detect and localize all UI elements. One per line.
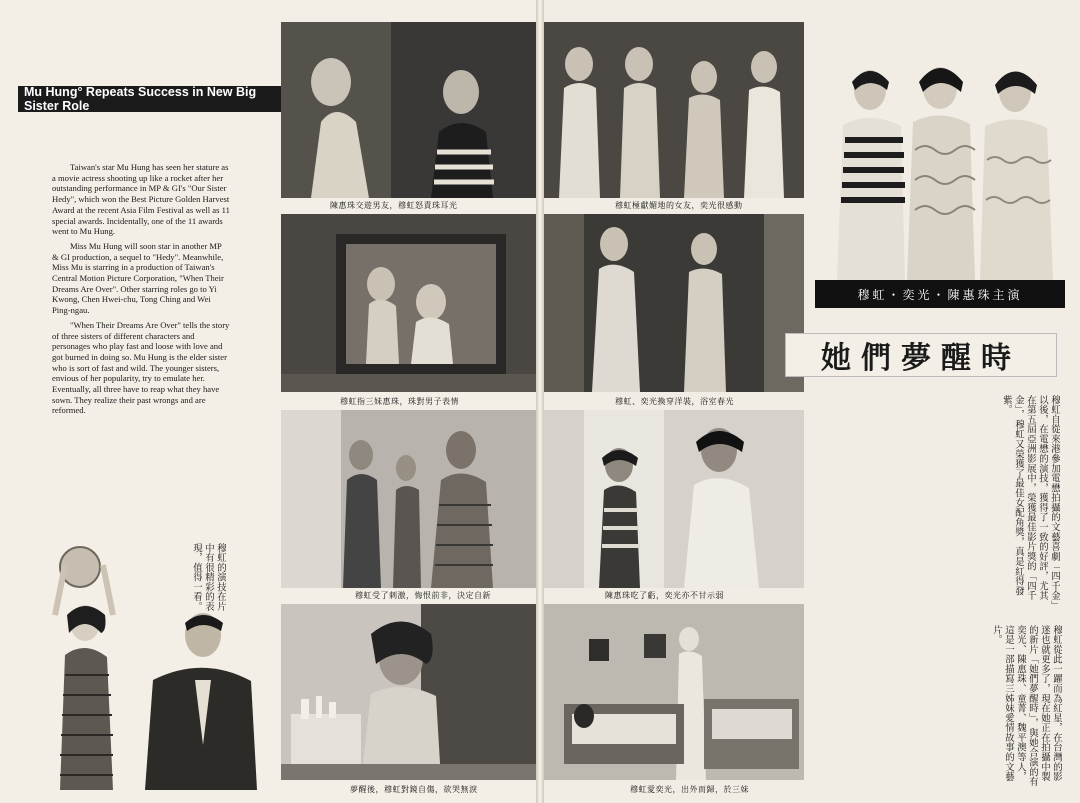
photo-still-1	[281, 22, 536, 198]
article-paragraph-2: Miss Mu Hung will soon star in another MP & GI production, a sequel to "Hedy". Meanwhile, Miss Mu is starring in a production of Taiwan's Central Motion Picture Corporation, "When Their Dreams Are Over". Other starring roles go to Yi Kwong, Chen Hwei-chu, Tong Ching and Wei Ping-ngau.	[52, 240, 224, 316]
photo-still-6	[544, 410, 804, 588]
photo-three-stars	[815, 30, 1067, 280]
photo-still-2	[544, 22, 804, 198]
article-paragraph-3: "When Their Dreams Are Over" tells the story of three sisters of different characters and personages who play fast and loose with love and got burned in doing so. Mu Hung is the elder sister who is sort of fast and wild. The younger sisters, envious of her popularity, try to emulate her. Eventually, all three have to reap what they have sown. They realize their past wrongs and are reformed.	[52, 319, 230, 416]
vertical-text-h: 穆虹的演技在片中有很精彩的表現，值得一看。	[191, 543, 226, 612]
caption-7: 夢醒後，穆虹對鏡自傷，欲哭無淚	[350, 785, 478, 794]
chinese-title: 她們夢醒時	[785, 333, 1057, 377]
page-gutter	[536, 0, 544, 803]
caption-5: 穆虹受了刺激，悔恨前非，決定自新	[355, 591, 491, 600]
cast-banner: 穆虹・奕光・陳惠珠主演	[815, 280, 1065, 308]
photo-still-5	[281, 410, 536, 588]
caption-1: 陳惠珠交遊男友，穆虹怒責珠耳光	[330, 201, 458, 210]
caption-2: 穆虹極獻媚地的女友，奕光很感動	[615, 201, 743, 210]
photo-still-7	[281, 604, 536, 780]
photo-still-3	[281, 214, 536, 392]
article-headline: Mu Hung° Repeats Success in New Big Sister Role	[18, 86, 290, 112]
caption-8: 穆虹愛奕光，出外而歸，於三妹	[630, 785, 749, 794]
photo-still-8	[544, 604, 804, 780]
vertical-text-a: 穆虹自從來港參加電懋拍攝的文藝喜劇「四千金」以後，在電懋的演技，獲得了一致的好評，尤其在第五屆亞洲影展中，榮獲最佳影片獎的「四千金」，穆虹又榮獲了最佳女配角獎，真是紅得發紫。	[1001, 395, 1060, 606]
caption-4: 穆虹、奕光換穿洋裝，浴室春光	[615, 397, 734, 406]
photo-still-4	[544, 214, 804, 392]
article-body	[52, 162, 230, 420]
caption-6: 陳惠珠吃了虧，奕光亦不甘示弱	[605, 591, 724, 600]
article-paragraph-1: Taiwan's star Mu Hung has seen her stature as a movie actress shooting up like a rocket after her outstanding performance in MP & GI's "Our Sister Hedy", which won the Best Picture Golden Harvest Award at the recent Asia Film Festival as well as 11 special awards. Incidentally, one of the 11 awards went to Mu Hung.	[52, 162, 230, 237]
vertical-text-b: 穆虹從此一躍而為紅星，在台灣的影迷也就更多了，現在她正在拍攝中製的新片「她們夢醒時」，與她合演的有奕光、陳惠珠、童菁、魏平澳等人，這是一部描寫三姊妹愛情故事的文藝片。	[991, 625, 1062, 787]
caption-3: 穆虹指三妹惠珠，珠對男子表情	[340, 397, 459, 406]
